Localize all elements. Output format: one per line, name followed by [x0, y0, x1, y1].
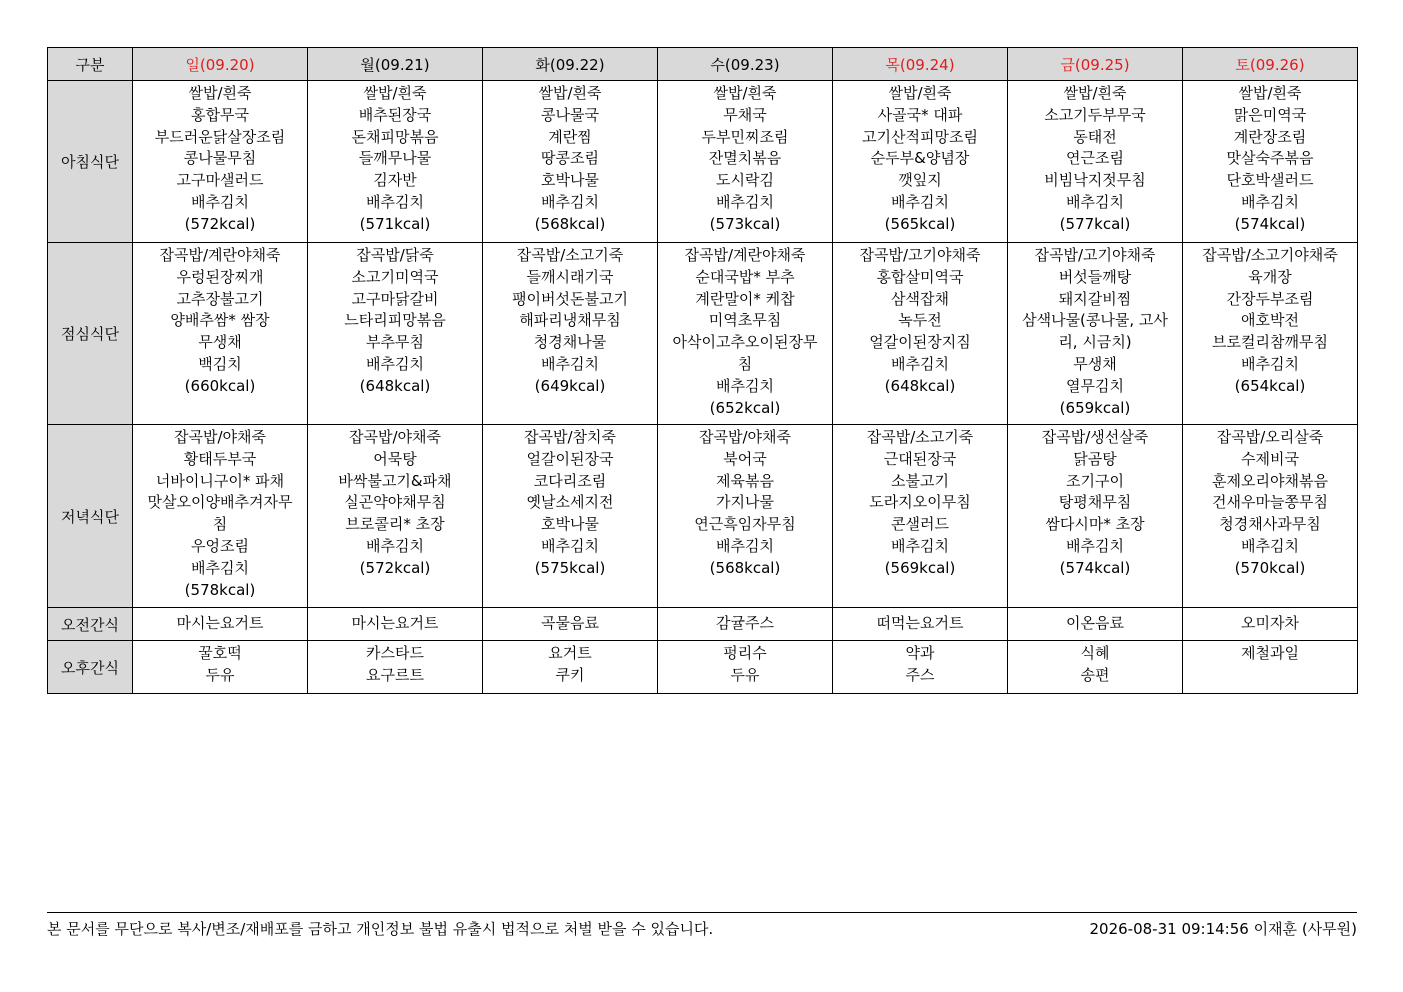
- menu-item: 미역초무침: [708, 311, 782, 330]
- menu-item: 마시는요거트: [176, 614, 264, 633]
- menu-item: 요거트: [548, 644, 592, 662]
- menu-item: (574kcal): [1059, 558, 1131, 577]
- menu-item: 잡곡밥/소고기죽: [866, 428, 974, 446]
- menu-item: 브로컬리참깨무침: [1212, 333, 1328, 352]
- menu-item: 조기구이: [1066, 471, 1124, 490]
- menu-item: 쌀밥/흰죽: [1238, 84, 1302, 102]
- menu-item: 아삭이고추오이된장무: [672, 333, 818, 352]
- menu-item: 배추김치: [1241, 536, 1299, 555]
- menu-item: 실곤약야채무침: [344, 493, 446, 512]
- menu-item: 우렁된장찌개: [176, 267, 264, 286]
- menu-item: 해파리냉채무침: [519, 311, 621, 330]
- footer-divider: [47, 912, 1357, 913]
- menu-item: 잡곡밥/야채죽: [699, 428, 791, 446]
- menu-item: 옛날소세지전: [526, 493, 614, 512]
- menu-cell-breakfast-wed: [658, 81, 833, 243]
- menu-item: 단호박샐러드: [1226, 171, 1314, 190]
- menu-item: 가지나물: [716, 493, 774, 512]
- menu-cell-dinner-thu: [833, 425, 1008, 608]
- menu-item: 배추김치: [716, 192, 774, 211]
- menu-item: 어묵탕: [373, 449, 417, 468]
- menu-item: 배추김치: [891, 536, 949, 555]
- menu-item: 건새우마늘쫑무침: [1212, 493, 1328, 512]
- menu-cell-dinner-sat: [1183, 425, 1358, 608]
- menu-item: (569kcal): [884, 558, 956, 577]
- menu-item: 소고기두부무국: [1044, 105, 1146, 124]
- menu-item: 삼색나물(콩나물, 고사: [1022, 311, 1168, 330]
- menu-item: 쌀밥/흰죽: [1063, 84, 1127, 102]
- menu-item: 백김치: [198, 354, 242, 373]
- menu-cell-breakfast-mon: [308, 81, 483, 243]
- row-lunch: [48, 243, 1358, 425]
- menu-item: 쿠키: [555, 665, 585, 684]
- menu-item: 돼지갈비찜: [1058, 289, 1132, 308]
- menu-item: 순대국밥* 부추: [695, 267, 795, 286]
- menu-cell-lunch-wed: [658, 243, 833, 425]
- menu-item: 쌀밥/흰죽: [713, 84, 777, 102]
- menu-item: 곡물음료: [541, 614, 599, 633]
- menu-item: 쌀밥/흰죽: [188, 84, 252, 102]
- menu-item: 송편: [1080, 665, 1110, 684]
- menu-item: 탕평채무침: [1058, 493, 1132, 512]
- row-label-breakfast: 아침식단: [48, 81, 133, 243]
- menu-cell-lunch-sat: [1183, 243, 1358, 425]
- menu-item: 잡곡밥/오리살죽: [1216, 428, 1324, 446]
- day-header-thu: 목(09.24): [833, 48, 1008, 81]
- menu-item: 연근조림: [1066, 149, 1124, 168]
- menu-item: 간장두부조림: [1226, 289, 1314, 308]
- menu-item: 홍합살미역국: [876, 267, 964, 286]
- menu-item: 배추김치: [541, 354, 599, 373]
- menu-item: 요구르트: [366, 665, 424, 684]
- menu-item: (578kcal): [184, 580, 256, 599]
- menu-cell-afternoon-snack-wed: [658, 641, 833, 694]
- menu-item: (574kcal): [1234, 214, 1306, 233]
- menu-cell-dinner-mon: [308, 425, 483, 608]
- menu-cell-afternoon-snack-fri: [1008, 641, 1183, 694]
- header-row: [48, 48, 1358, 81]
- menu-item: 쌈다시마* 초장: [1045, 515, 1145, 534]
- menu-cell-morning-snack-sat: [1183, 608, 1358, 641]
- menu-cell-lunch-mon: [308, 243, 483, 425]
- menu-item: 얼갈이된장지짐: [869, 333, 971, 352]
- menu-item: 카스타드: [366, 644, 424, 662]
- menu-item: 비빔낙지젓무침: [1044, 171, 1146, 190]
- day-header-tue: 화(09.22): [483, 48, 658, 81]
- menu-item: 잡곡밥/참치죽: [524, 428, 616, 446]
- menu-item: 잡곡밥/고기야채죽: [859, 246, 981, 264]
- menu-item: 쌀밥/흰죽: [888, 84, 952, 102]
- menu-item: 고추장불고기: [176, 289, 264, 308]
- menu-item: 돈채피망볶음: [351, 127, 439, 146]
- menu-cell-breakfast-tue: [483, 81, 658, 243]
- menu-item: 청경채사과무침: [1219, 515, 1321, 534]
- menu-item: (570kcal): [1234, 558, 1306, 577]
- menu-cell-breakfast-sat: [1183, 81, 1358, 243]
- menu-item: 동태전: [1073, 127, 1117, 146]
- menu-cell-breakfast-thu: [833, 81, 1008, 243]
- day-header-mon: 월(09.21): [308, 48, 483, 81]
- menu-cell-afternoon-snack-mon: [308, 641, 483, 694]
- menu-item: 소불고기: [891, 471, 949, 490]
- menu-item: 배추김치: [366, 536, 424, 555]
- row-breakfast: [48, 81, 1358, 243]
- menu-item: 떠먹는요거트: [876, 614, 964, 633]
- menu-item: 이온음료: [1066, 614, 1124, 633]
- menu-item: 양배추쌈* 쌈장: [170, 311, 270, 330]
- row-afternoon-snack: [48, 641, 1358, 694]
- menu-item: (571kcal): [359, 214, 431, 233]
- menu-item: 잡곡밥/계란야채죽: [159, 246, 281, 264]
- menu-item: 코다리조림: [533, 471, 607, 490]
- day-header-sat: 토(09.26): [1183, 48, 1358, 81]
- menu-item: (573kcal): [709, 214, 781, 233]
- menu-item: 배추김치: [1066, 192, 1124, 211]
- menu-cell-lunch-fri: [1008, 243, 1183, 425]
- menu-item: 맛살오이양배추겨자무: [147, 493, 293, 512]
- menu-item: 잡곡밥/계란야채죽: [684, 246, 806, 264]
- menu-item: 제철과일: [1241, 644, 1299, 662]
- menu-item: 콩나물국: [541, 105, 599, 124]
- menu-item: 맛살숙주볶음: [1226, 149, 1314, 168]
- menu-cell-morning-snack-wed: [658, 608, 833, 641]
- menu-cell-afternoon-snack-sun: [133, 641, 308, 694]
- menu-cell-breakfast-sun: [133, 81, 308, 243]
- menu-item: 꿀호떡: [198, 644, 242, 662]
- menu-item: 황태두부국: [183, 449, 257, 468]
- menu-cell-afternoon-snack-sat: [1183, 641, 1358, 694]
- menu-item: 잡곡밥/야채죽: [174, 428, 266, 446]
- menu-item: 고구마닭갈비: [351, 289, 439, 308]
- row-label-lunch: 점심식단: [48, 243, 133, 425]
- menu-cell-dinner-fri: [1008, 425, 1183, 608]
- menu-item: 무생채: [1073, 354, 1117, 373]
- menu-item: 무생채: [198, 333, 242, 352]
- menu-item: 배추김치: [541, 536, 599, 555]
- menu-cell-afternoon-snack-tue: [483, 641, 658, 694]
- menu-item: 홍합무국: [191, 105, 249, 124]
- menu-item: (572kcal): [184, 214, 256, 233]
- menu-item: 땅콩조림: [541, 149, 599, 168]
- menu-item: 펑리수: [723, 644, 767, 662]
- menu-item: 감귤주스: [716, 614, 774, 633]
- menu-item: 들깨무나물: [358, 149, 432, 168]
- day-header-sun: 일(09.20): [133, 48, 308, 81]
- menu-item: (659kcal): [1059, 398, 1131, 417]
- menu-item: 호박나물: [541, 171, 599, 190]
- menu-item: (649kcal): [534, 376, 606, 395]
- menu-item: 부추무침: [366, 333, 424, 352]
- menu-item: 느타리피망볶음: [344, 311, 446, 330]
- menu-item: 배추김치: [191, 558, 249, 577]
- menu-item: (654kcal): [1234, 376, 1306, 395]
- menu-item: (572kcal): [359, 558, 431, 577]
- row-label-dinner: 저녁식단: [48, 425, 133, 608]
- menu-item: 바싹불고기&파채: [338, 471, 452, 490]
- menu-item: 배추김치: [541, 192, 599, 211]
- menu-item: 두유: [205, 665, 235, 684]
- menu-item: (648kcal): [359, 376, 431, 395]
- menu-item: 배추김치: [716, 536, 774, 555]
- menu-item: 배추김치: [891, 354, 949, 373]
- menu-item: 사골국* 대파: [877, 105, 963, 124]
- menu-item: 콘샐러드: [891, 515, 949, 534]
- day-header-wed: 수(09.23): [658, 48, 833, 81]
- menu-item: 잡곡밥/생선살죽: [1041, 428, 1149, 446]
- menu-item: 계란장조림: [1233, 127, 1307, 146]
- menu-item: 육개장: [1248, 267, 1292, 286]
- menu-item: 배추김치: [366, 354, 424, 373]
- menu-item: 근대된장국: [883, 449, 957, 468]
- footer-notice: 본 문서를 무단으로 복사/변조/재배포를 금하고 개인정보 불법 유출시 법적으로 처벌 받을 수 있습니다.: [47, 920, 714, 938]
- menu-item: 잡곡밥/소고기야채죽: [1202, 246, 1338, 264]
- menu-item: 리, 시금치): [1058, 333, 1132, 352]
- menu-cell-morning-snack-thu: [833, 608, 1008, 641]
- menu-item: 청경채나물: [533, 333, 607, 352]
- menu-item: 제육볶음: [716, 471, 774, 490]
- menu-item: 도시락김: [716, 171, 774, 190]
- meal-plan-table: [47, 47, 1358, 694]
- menu-item: (568kcal): [709, 558, 781, 577]
- menu-item: (648kcal): [884, 376, 956, 395]
- menu-item: 북어국: [723, 449, 767, 468]
- menu-cell-lunch-sun: [133, 243, 308, 425]
- menu-cell-dinner-tue: [483, 425, 658, 608]
- menu-item: 계란찜: [548, 127, 592, 146]
- menu-cell-afternoon-snack-thu: [833, 641, 1008, 694]
- menu-item: 쌀밥/흰죽: [538, 84, 602, 102]
- menu-item: 배추김치: [366, 192, 424, 211]
- menu-cell-lunch-tue: [483, 243, 658, 425]
- menu-item: 배추된장국: [358, 105, 432, 124]
- menu-item: (660kcal): [184, 376, 256, 395]
- menu-item: 닭곰탕: [1073, 449, 1117, 468]
- menu-item: 브로콜리* 초장: [345, 515, 445, 534]
- menu-item: 배추김치: [191, 192, 249, 211]
- menu-cell-morning-snack-fri: [1008, 608, 1183, 641]
- footer-print-stamp: 2026-08-31 09:14:56 이재훈 (사무원): [1089, 920, 1357, 938]
- menu-item: 배추김치: [716, 376, 774, 395]
- menu-cell-morning-snack-mon: [308, 608, 483, 641]
- menu-item: 잡곡밥/고기야채죽: [1034, 246, 1156, 264]
- menu-item: 잔멸치볶음: [708, 149, 782, 168]
- menu-item: 침: [737, 354, 753, 373]
- menu-item: 주스: [905, 665, 935, 684]
- row-label-morning-snack: 오전간식: [48, 608, 133, 641]
- menu-item: 배추김치: [1066, 536, 1124, 555]
- menu-item: (652kcal): [709, 398, 781, 417]
- menu-item: 오미자차: [1241, 614, 1299, 633]
- row-label-afternoon-snack: 오후간식: [48, 641, 133, 694]
- menu-item: 두유: [730, 665, 760, 684]
- menu-item: 팽이버섯돈불고기: [512, 289, 628, 308]
- category-header: 구분: [48, 48, 133, 81]
- menu-item: 침: [212, 515, 228, 534]
- menu-item: (568kcal): [534, 214, 606, 233]
- menu-item: 얼갈이된장국: [526, 449, 614, 468]
- menu-item: 들깨시래기국: [526, 267, 614, 286]
- menu-item: 녹두전: [898, 311, 942, 330]
- menu-item: 계란말이* 케찹: [695, 289, 795, 308]
- menu-cell-dinner-sun: [133, 425, 308, 608]
- menu-item: 김자반: [373, 171, 417, 190]
- menu-item: 도라지오이무침: [869, 493, 971, 512]
- menu-item: 깻잎지: [898, 171, 942, 190]
- day-header-fri: 금(09.25): [1008, 48, 1183, 81]
- menu-item: 콩나물무침: [183, 149, 257, 168]
- menu-item: 고구마샐러드: [176, 171, 264, 190]
- menu-item: 고기산적피망조림: [862, 127, 978, 146]
- menu-item: 우엉조림: [191, 536, 249, 555]
- menu-item: 약과: [905, 644, 935, 662]
- menu-item: 배추김치: [1241, 192, 1299, 211]
- menu-item: 무채국: [723, 105, 767, 124]
- menu-item: 호박나물: [541, 515, 599, 534]
- menu-item: 맑은미역국: [1233, 105, 1307, 124]
- menu-cell-dinner-wed: [658, 425, 833, 608]
- menu-item: (565kcal): [884, 214, 956, 233]
- row-morning-snack: [48, 608, 1358, 641]
- menu-item: 버섯들깨탕: [1058, 267, 1132, 286]
- menu-item: (575kcal): [534, 558, 606, 577]
- menu-cell-lunch-thu: [833, 243, 1008, 425]
- menu-cell-breakfast-fri: [1008, 81, 1183, 243]
- menu-item: 연근흑임자무침: [694, 515, 796, 534]
- menu-item: 배추김치: [891, 192, 949, 211]
- menu-item: 삼색잡채: [891, 289, 949, 308]
- row-dinner: [48, 425, 1358, 608]
- menu-item: 애호박전: [1241, 311, 1299, 330]
- menu-item: (577kcal): [1059, 214, 1131, 233]
- menu-item: 너바이니구이* 파채: [155, 471, 285, 490]
- menu-item: 쌀밥/흰죽: [363, 84, 427, 102]
- menu-item: 부드러운닭살장조림: [154, 127, 286, 146]
- menu-cell-morning-snack-tue: [483, 608, 658, 641]
- menu-item: 훈제오리야채볶음: [1212, 471, 1328, 490]
- menu-item: 잡곡밥/야채죽: [349, 428, 441, 446]
- menu-item: 마시는요거트: [351, 614, 439, 633]
- menu-item: 열무김치: [1066, 376, 1124, 395]
- menu-item: 수제비국: [1241, 449, 1299, 468]
- menu-item: 소고기미역국: [351, 267, 439, 286]
- menu-item: 배추김치: [1241, 354, 1299, 373]
- menu-item: 순두부&양념장: [870, 149, 970, 168]
- menu-cell-morning-snack-sun: [133, 608, 308, 641]
- menu-item: 식혜: [1080, 644, 1110, 662]
- menu-item: 두부민찌조림: [701, 127, 789, 146]
- menu-item: 잡곡밥/소고기죽: [516, 246, 624, 264]
- menu-item: 잡곡밥/닭죽: [356, 246, 434, 264]
